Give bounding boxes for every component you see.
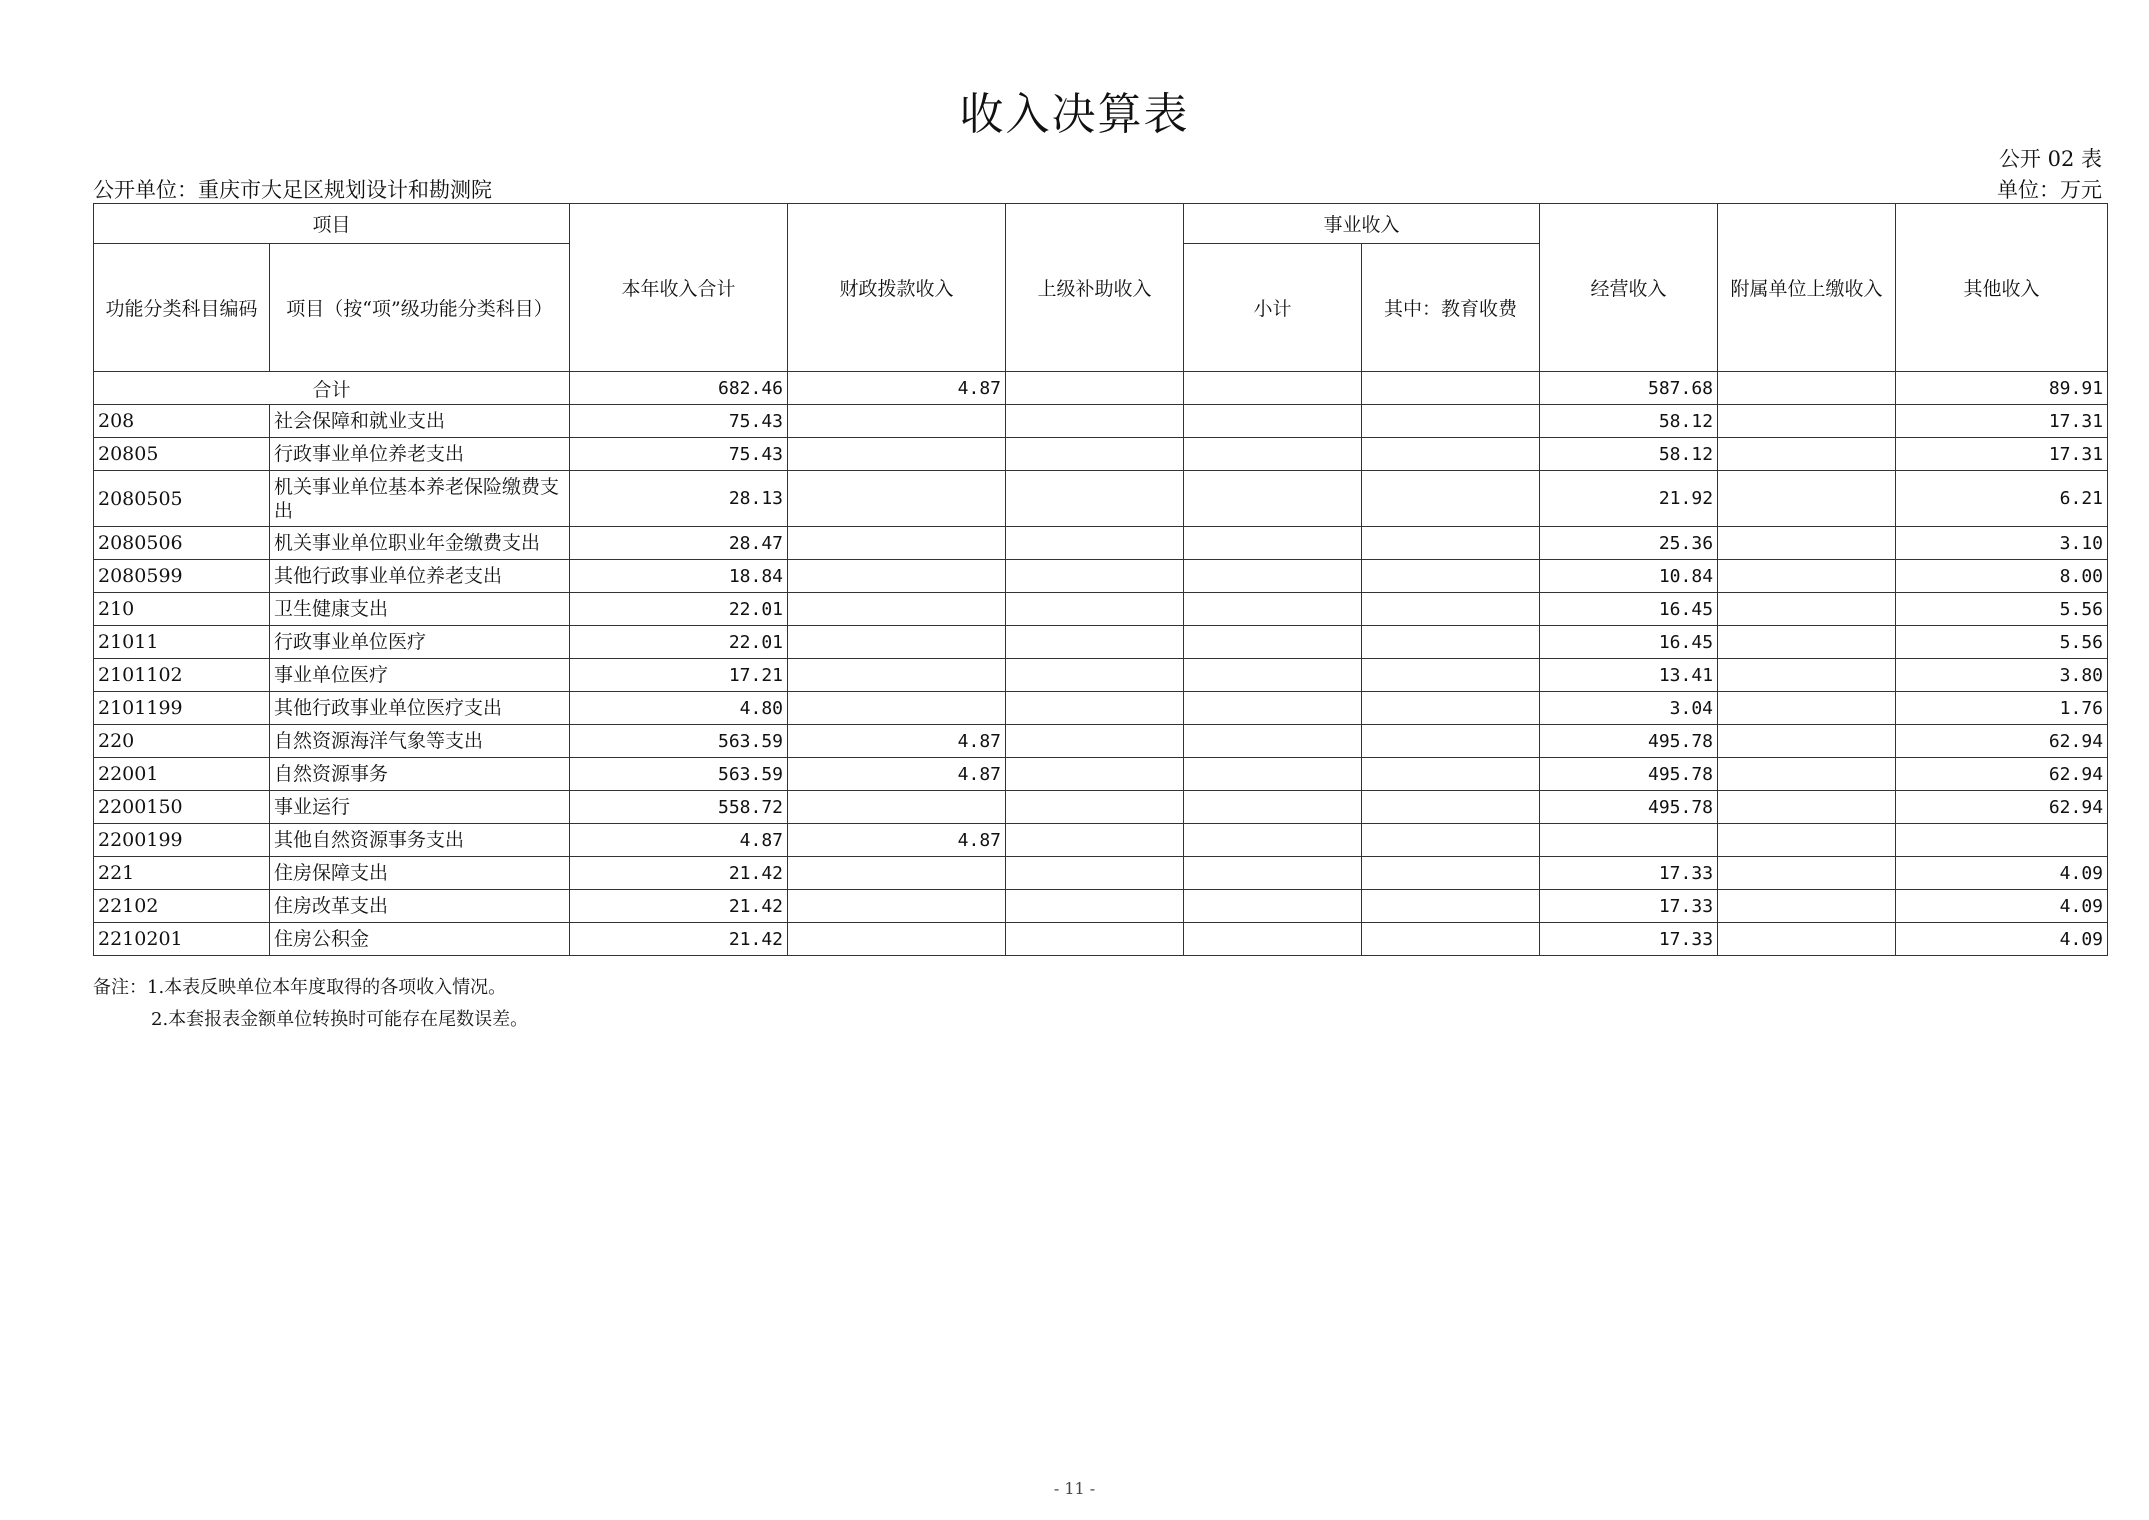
cell-education [1362, 593, 1540, 626]
cell-fiscal [788, 923, 1006, 956]
cell-name: 其他自然资源事务支出 [270, 824, 570, 857]
cell-name: 事业单位医疗 [270, 659, 570, 692]
cell-fiscal [788, 659, 1006, 692]
cell-total: 18.84 [570, 560, 788, 593]
cell-affiliated [1718, 758, 1896, 791]
cell-subtotal [1184, 438, 1362, 471]
cell-subtotal [1184, 890, 1362, 923]
cell-affiliated [1718, 560, 1896, 593]
cell-operating: 495.78 [1540, 725, 1718, 758]
cell-other: 6.21 [1896, 471, 2108, 527]
cell-education [1362, 725, 1540, 758]
cell-code: 2101102 [94, 659, 270, 692]
cell-subtotal [1184, 471, 1362, 527]
cell-affiliated [1718, 791, 1896, 824]
cell-affiliated [1718, 527, 1896, 560]
total-cell-total: 682.46 [570, 372, 788, 405]
cell-name: 住房保障支出 [270, 857, 570, 890]
cell-total: 75.43 [570, 405, 788, 438]
table-row [94, 791, 2108, 824]
cell-superior [1006, 791, 1184, 824]
cell-superior [1006, 692, 1184, 725]
cell-subtotal [1184, 659, 1362, 692]
cell-education [1362, 471, 1540, 527]
cell-name: 住房改革支出 [270, 890, 570, 923]
cell-fiscal [788, 438, 1006, 471]
cell-affiliated [1718, 890, 1896, 923]
cell-name: 机关事业单位基本养老保险缴费支出 [270, 471, 570, 527]
cell-affiliated [1718, 405, 1896, 438]
total-cell-subtotal [1184, 372, 1362, 405]
table-row [94, 471, 2108, 527]
cell-fiscal [788, 791, 1006, 824]
header-business: 事业收入 [1184, 204, 1540, 244]
cell-fiscal [788, 626, 1006, 659]
total-cell-superior [1006, 372, 1184, 405]
cell-operating: 17.33 [1540, 890, 1718, 923]
cell-affiliated [1718, 438, 1896, 471]
cell-code: 21011 [94, 626, 270, 659]
cell-education [1362, 659, 1540, 692]
cell-superior [1006, 471, 1184, 527]
cell-total: 4.87 [570, 824, 788, 857]
cell-name: 行政事业单位养老支出 [270, 438, 570, 471]
cell-education [1362, 791, 1540, 824]
cell-subtotal [1184, 692, 1362, 725]
table-row [94, 438, 2108, 471]
cell-operating: 495.78 [1540, 758, 1718, 791]
cell-operating: 10.84 [1540, 560, 1718, 593]
cell-operating: 16.45 [1540, 593, 1718, 626]
cell-other: 62.94 [1896, 725, 2108, 758]
header-education: 其中：教育收费 [1362, 244, 1540, 372]
cell-other: 1.76 [1896, 692, 2108, 725]
cell-other [1896, 824, 2108, 857]
cell-education [1362, 527, 1540, 560]
cell-superior [1006, 725, 1184, 758]
cell-affiliated [1718, 725, 1896, 758]
table-row [94, 405, 2108, 438]
cell-education [1362, 824, 1540, 857]
cell-subtotal [1184, 560, 1362, 593]
cell-affiliated [1718, 659, 1896, 692]
cell-operating: 3.04 [1540, 692, 1718, 725]
cell-superior [1006, 626, 1184, 659]
cell-education [1362, 626, 1540, 659]
cell-affiliated [1718, 857, 1896, 890]
cell-subtotal [1184, 725, 1362, 758]
cell-operating: 495.78 [1540, 791, 1718, 824]
cell-total: 563.59 [570, 758, 788, 791]
table-row [94, 890, 2108, 923]
cell-name: 自然资源海洋气象等支出 [270, 725, 570, 758]
currency-unit: 单位：万元 [1997, 178, 2102, 202]
cell-superior [1006, 438, 1184, 471]
cell-code: 221 [94, 857, 270, 890]
cell-code: 2080506 [94, 527, 270, 560]
table-body [94, 372, 2108, 956]
cell-operating: 17.33 [1540, 857, 1718, 890]
cell-superior [1006, 824, 1184, 857]
cell-other: 62.94 [1896, 791, 2108, 824]
cell-code: 208 [94, 405, 270, 438]
cell-education [1362, 923, 1540, 956]
cell-education [1362, 405, 1540, 438]
table-row [94, 560, 2108, 593]
cell-name: 社会保障和就业支出 [270, 405, 570, 438]
cell-subtotal [1184, 527, 1362, 560]
cell-superior [1006, 659, 1184, 692]
cell-superior [1006, 593, 1184, 626]
cell-subtotal [1184, 824, 1362, 857]
cell-operating [1540, 824, 1718, 857]
cell-fiscal: 4.87 [788, 758, 1006, 791]
total-cell-other: 89.91 [1896, 372, 2108, 405]
cell-education [1362, 857, 1540, 890]
cell-education [1362, 438, 1540, 471]
cell-operating: 17.33 [1540, 923, 1718, 956]
cell-other: 4.09 [1896, 857, 2108, 890]
cell-code: 210 [94, 593, 270, 626]
header-fiscal: 财政拨款收入 [788, 204, 1006, 372]
cell-subtotal [1184, 791, 1362, 824]
total-cell-operating: 587.68 [1540, 372, 1718, 405]
cell-name: 自然资源事务 [270, 758, 570, 791]
cell-subtotal [1184, 923, 1362, 956]
cell-fiscal [788, 692, 1006, 725]
cell-total: 4.80 [570, 692, 788, 725]
cell-superior [1006, 405, 1184, 438]
cell-affiliated [1718, 824, 1896, 857]
total-cell-fiscal: 4.87 [788, 372, 1006, 405]
cell-other: 3.10 [1896, 527, 2108, 560]
cell-total: 75.43 [570, 438, 788, 471]
header-operating: 经营收入 [1540, 204, 1718, 372]
cell-other: 5.56 [1896, 593, 2108, 626]
page-title: 收入决算表 [959, 89, 1190, 140]
header-name: 项目（按“项”级功能分类科目） [270, 244, 570, 372]
cell-affiliated [1718, 626, 1896, 659]
cell-code: 20805 [94, 438, 270, 471]
cell-other: 62.94 [1896, 758, 2108, 791]
cell-fiscal: 4.87 [788, 824, 1006, 857]
cell-affiliated [1718, 923, 1896, 956]
cell-operating: 25.36 [1540, 527, 1718, 560]
cell-code: 2210201 [94, 923, 270, 956]
cell-superior [1006, 890, 1184, 923]
table-row [94, 593, 2108, 626]
cell-education [1362, 890, 1540, 923]
cell-subtotal [1184, 857, 1362, 890]
cell-total: 21.42 [570, 923, 788, 956]
cell-fiscal [788, 471, 1006, 527]
cell-fiscal [788, 560, 1006, 593]
cell-other: 17.31 [1896, 405, 2108, 438]
cell-operating: 21.92 [1540, 471, 1718, 527]
cell-total: 558.72 [570, 791, 788, 824]
cell-name: 其他行政事业单位养老支出 [270, 560, 570, 593]
header-code: 功能分类科目编码 [94, 244, 270, 372]
cell-total: 28.13 [570, 471, 788, 527]
cell-subtotal [1184, 626, 1362, 659]
cell-affiliated [1718, 593, 1896, 626]
total-cell-affiliated [1718, 372, 1896, 405]
cell-total: 21.42 [570, 857, 788, 890]
cell-code: 2080599 [94, 560, 270, 593]
cell-other: 8.00 [1896, 560, 2108, 593]
table-row [94, 692, 2108, 725]
table-row [94, 725, 2108, 758]
cell-fiscal [788, 405, 1006, 438]
total-row [94, 372, 2108, 405]
cell-fiscal: 4.87 [788, 725, 1006, 758]
table-row [94, 923, 2108, 956]
cell-name: 机关事业单位职业年金缴费支出 [270, 527, 570, 560]
table-row [94, 824, 2108, 857]
page-number: - 11 - [1053, 1479, 1096, 1498]
cell-education [1362, 692, 1540, 725]
reporting-unit: 公开单位：重庆市大足区规划设计和勘测院 [93, 178, 492, 202]
notes [93, 972, 528, 1036]
cell-operating: 13.41 [1540, 659, 1718, 692]
cell-name: 其他行政事业单位医疗支出 [270, 692, 570, 725]
header-affiliated: 附属单位上缴收入 [1718, 204, 1896, 372]
note-1: 备注：1.本表反映单位本年度取得的各项收入情况。 [93, 977, 507, 998]
cell-code: 2200199 [94, 824, 270, 857]
table-row [94, 857, 2108, 890]
cell-operating: 58.12 [1540, 405, 1718, 438]
cell-fiscal [788, 527, 1006, 560]
cell-operating: 58.12 [1540, 438, 1718, 471]
cell-code: 22102 [94, 890, 270, 923]
cell-subtotal [1184, 593, 1362, 626]
cell-other: 3.80 [1896, 659, 2108, 692]
cell-code: 22001 [94, 758, 270, 791]
table-row [94, 626, 2108, 659]
form-number: 公开 02 表 [1998, 147, 2102, 171]
total-cell-education [1362, 372, 1540, 405]
cell-name: 住房公积金 [270, 923, 570, 956]
cell-superior [1006, 560, 1184, 593]
table-row [94, 659, 2108, 692]
cell-fiscal [788, 857, 1006, 890]
cell-other: 4.09 [1896, 923, 2108, 956]
cell-education [1362, 560, 1540, 593]
cell-code: 2080505 [94, 471, 270, 527]
cell-subtotal [1184, 405, 1362, 438]
cell-code: 220 [94, 725, 270, 758]
cell-other: 17.31 [1896, 438, 2108, 471]
cell-subtotal [1184, 758, 1362, 791]
cell-superior [1006, 758, 1184, 791]
cell-total: 28.47 [570, 527, 788, 560]
cell-total: 22.01 [570, 593, 788, 626]
header-other: 其他收入 [1896, 204, 2108, 372]
cell-total: 21.42 [570, 890, 788, 923]
income-table [93, 203, 2108, 956]
cell-superior [1006, 527, 1184, 560]
cell-affiliated [1718, 692, 1896, 725]
cell-code: 2101199 [94, 692, 270, 725]
cell-superior [1006, 857, 1184, 890]
note-2: 2.本套报表金额单位转换时可能存在尾数误差。 [151, 1009, 529, 1030]
cell-other: 4.09 [1896, 890, 2108, 923]
header-superior: 上级补助收入 [1006, 204, 1184, 372]
header-item: 项目 [94, 204, 570, 244]
cell-fiscal [788, 890, 1006, 923]
cell-name: 事业运行 [270, 791, 570, 824]
header-subtotal: 小计 [1184, 244, 1362, 372]
cell-total: 22.01 [570, 626, 788, 659]
cell-total: 17.21 [570, 659, 788, 692]
cell-name: 行政事业单位医疗 [270, 626, 570, 659]
cell-code: 2200150 [94, 791, 270, 824]
cell-total: 563.59 [570, 725, 788, 758]
table-row [94, 758, 2108, 791]
cell-affiliated [1718, 471, 1896, 527]
total-label: 合计 [94, 372, 570, 405]
cell-name: 卫生健康支出 [270, 593, 570, 626]
cell-education [1362, 758, 1540, 791]
header-total: 本年收入合计 [570, 204, 788, 372]
cell-operating: 16.45 [1540, 626, 1718, 659]
cell-superior [1006, 923, 1184, 956]
cell-fiscal [788, 593, 1006, 626]
table-row [94, 527, 2108, 560]
cell-other: 5.56 [1896, 626, 2108, 659]
